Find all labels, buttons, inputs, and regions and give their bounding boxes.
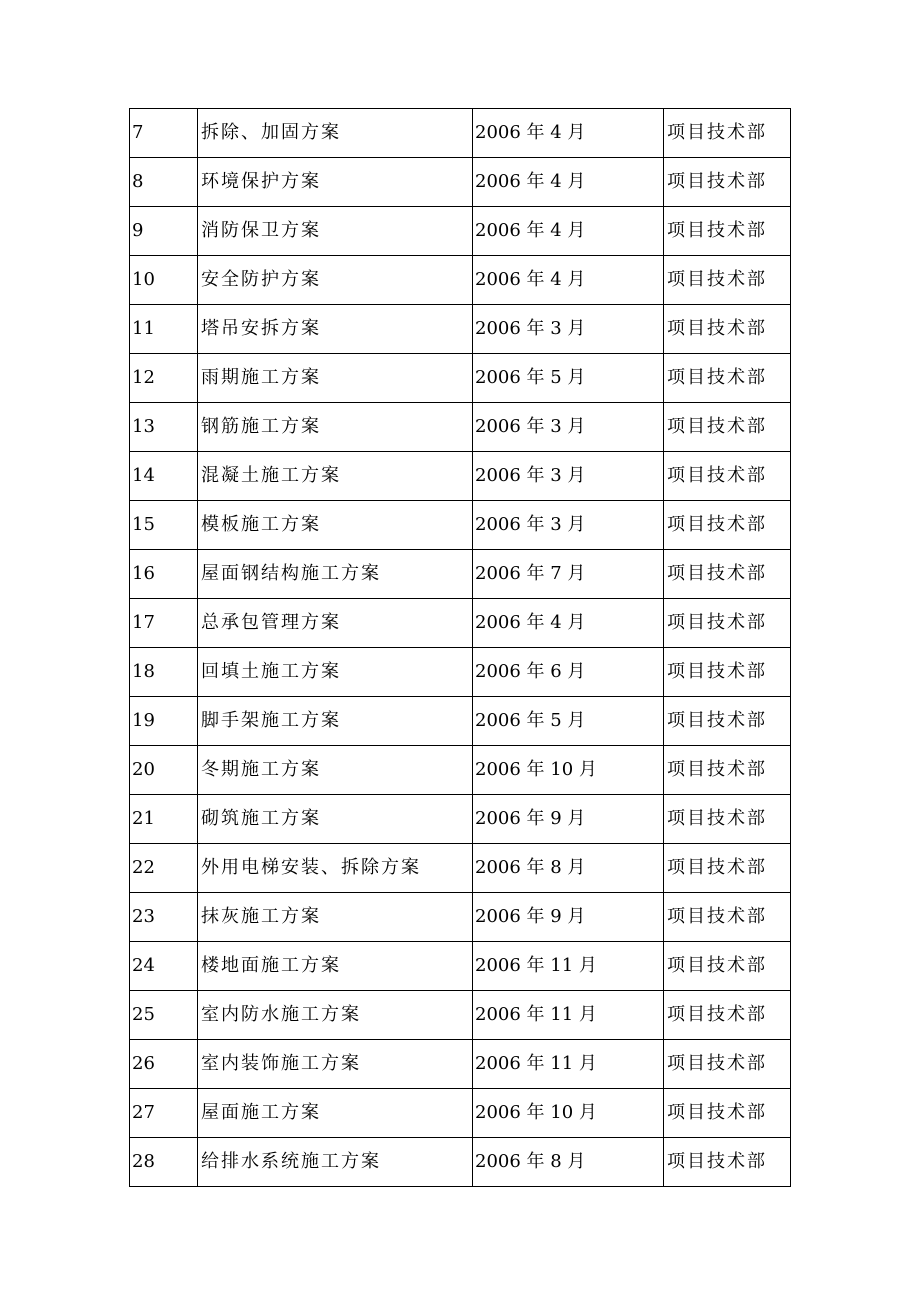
table-row	[130, 501, 791, 550]
row-number-cell: 24	[130, 942, 198, 991]
table-row	[130, 942, 791, 991]
plan-name-cell: 室内装饰施工方案	[198, 1040, 473, 1089]
responsible-dept-cell: 项目技术部	[664, 501, 791, 550]
plan-name-cell: 外用电梯安装、拆除方案	[198, 844, 473, 893]
plan-name-cell: 安全防护方案	[198, 256, 473, 305]
plan-date-cell: 2006 年 11 月	[473, 1040, 664, 1089]
table-row	[130, 403, 791, 452]
responsible-dept-cell: 项目技术部	[664, 158, 791, 207]
responsible-dept-cell: 项目技术部	[664, 844, 791, 893]
row-number-cell: 13	[130, 403, 198, 452]
plan-date-cell: 2006 年 11 月	[473, 942, 664, 991]
table-row	[130, 1040, 791, 1089]
plan-name-cell: 环境保护方案	[198, 158, 473, 207]
plan-name-cell: 消防保卫方案	[198, 207, 473, 256]
row-number-cell: 17	[130, 599, 198, 648]
plan-date-cell: 2006 年 7 月	[473, 550, 664, 599]
responsible-dept-cell: 项目技术部	[664, 697, 791, 746]
table-row	[130, 207, 791, 256]
row-number-cell: 22	[130, 844, 198, 893]
plan-date-cell: 2006 年 4 月	[473, 256, 664, 305]
table-row	[130, 354, 791, 403]
row-number-cell: 27	[130, 1089, 198, 1138]
table-row	[130, 158, 791, 207]
plan-name-cell: 冬期施工方案	[198, 746, 473, 795]
plan-table-body	[130, 109, 791, 1187]
row-number-cell: 21	[130, 795, 198, 844]
table-row	[130, 746, 791, 795]
plan-date-cell: 2006 年 3 月	[473, 452, 664, 501]
responsible-dept-cell: 项目技术部	[664, 452, 791, 501]
table-row	[130, 599, 791, 648]
table-row	[130, 844, 791, 893]
table-row	[130, 256, 791, 305]
table-row	[130, 1138, 791, 1187]
plan-date-cell: 2006 年 10 月	[473, 1089, 664, 1138]
table-row	[130, 550, 791, 599]
plan-date-cell: 2006 年 9 月	[473, 795, 664, 844]
row-number-cell: 8	[130, 158, 198, 207]
table-row	[130, 697, 791, 746]
plan-date-cell: 2006 年 3 月	[473, 305, 664, 354]
plan-name-cell: 塔吊安拆方案	[198, 305, 473, 354]
plan-name-cell: 砌筑施工方案	[198, 795, 473, 844]
table-row	[130, 1089, 791, 1138]
plan-date-cell: 2006 年 4 月	[473, 207, 664, 256]
responsible-dept-cell: 项目技术部	[664, 403, 791, 452]
plan-date-cell: 2006 年 11 月	[473, 991, 664, 1040]
plan-name-cell: 抹灰施工方案	[198, 893, 473, 942]
plan-date-cell: 2006 年 5 月	[473, 354, 664, 403]
responsible-dept-cell: 项目技术部	[664, 256, 791, 305]
row-number-cell: 14	[130, 452, 198, 501]
row-number-cell: 9	[130, 207, 198, 256]
row-number-cell: 11	[130, 305, 198, 354]
plan-date-cell: 2006 年 4 月	[473, 599, 664, 648]
plan-name-cell: 回填土施工方案	[198, 648, 473, 697]
row-number-cell: 16	[130, 550, 198, 599]
construction-plan-table	[129, 108, 791, 1187]
responsible-dept-cell: 项目技术部	[664, 942, 791, 991]
plan-date-cell: 2006 年 3 月	[473, 403, 664, 452]
plan-name-cell: 模板施工方案	[198, 501, 473, 550]
row-number-cell: 25	[130, 991, 198, 1040]
row-number-cell: 18	[130, 648, 198, 697]
responsible-dept-cell: 项目技术部	[664, 795, 791, 844]
responsible-dept-cell: 项目技术部	[664, 648, 791, 697]
plan-name-cell: 楼地面施工方案	[198, 942, 473, 991]
plan-name-cell: 雨期施工方案	[198, 354, 473, 403]
plan-date-cell: 2006 年 10 月	[473, 746, 664, 795]
responsible-dept-cell: 项目技术部	[664, 1040, 791, 1089]
responsible-dept-cell: 项目技术部	[664, 893, 791, 942]
plan-date-cell: 2006 年 9 月	[473, 893, 664, 942]
table-row	[130, 305, 791, 354]
plan-name-cell: 给排水系统施工方案	[198, 1138, 473, 1187]
table-row	[130, 648, 791, 697]
plan-date-cell: 2006 年 4 月	[473, 109, 664, 158]
table-row	[130, 452, 791, 501]
table-row	[130, 109, 791, 158]
row-number-cell: 23	[130, 893, 198, 942]
responsible-dept-cell: 项目技术部	[664, 746, 791, 795]
plan-name-cell: 总承包管理方案	[198, 599, 473, 648]
responsible-dept-cell: 项目技术部	[664, 354, 791, 403]
row-number-cell: 15	[130, 501, 198, 550]
row-number-cell: 7	[130, 109, 198, 158]
responsible-dept-cell: 项目技术部	[664, 305, 791, 354]
plan-date-cell: 2006 年 3 月	[473, 501, 664, 550]
table-row	[130, 795, 791, 844]
table-row	[130, 893, 791, 942]
table-row	[130, 991, 791, 1040]
row-number-cell: 10	[130, 256, 198, 305]
row-number-cell: 26	[130, 1040, 198, 1089]
plan-date-cell: 2006 年 8 月	[473, 844, 664, 893]
row-number-cell: 19	[130, 697, 198, 746]
responsible-dept-cell: 项目技术部	[664, 109, 791, 158]
responsible-dept-cell: 项目技术部	[664, 991, 791, 1040]
plan-date-cell: 2006 年 8 月	[473, 1138, 664, 1187]
plan-date-cell: 2006 年 4 月	[473, 158, 664, 207]
responsible-dept-cell: 项目技术部	[664, 550, 791, 599]
plan-name-cell: 拆除、加固方案	[198, 109, 473, 158]
responsible-dept-cell: 项目技术部	[664, 599, 791, 648]
plan-date-cell: 2006 年 6 月	[473, 648, 664, 697]
plan-name-cell: 屋面施工方案	[198, 1089, 473, 1138]
responsible-dept-cell: 项目技术部	[664, 1089, 791, 1138]
responsible-dept-cell: 项目技术部	[664, 207, 791, 256]
responsible-dept-cell: 项目技术部	[664, 1138, 791, 1187]
row-number-cell: 20	[130, 746, 198, 795]
plan-name-cell: 室内防水施工方案	[198, 991, 473, 1040]
row-number-cell: 28	[130, 1138, 198, 1187]
plan-name-cell: 脚手架施工方案	[198, 697, 473, 746]
row-number-cell: 12	[130, 354, 198, 403]
plan-name-cell: 屋面钢结构施工方案	[198, 550, 473, 599]
plan-date-cell: 2006 年 5 月	[473, 697, 664, 746]
plan-name-cell: 混凝土施工方案	[198, 452, 473, 501]
plan-name-cell: 钢筋施工方案	[198, 403, 473, 452]
